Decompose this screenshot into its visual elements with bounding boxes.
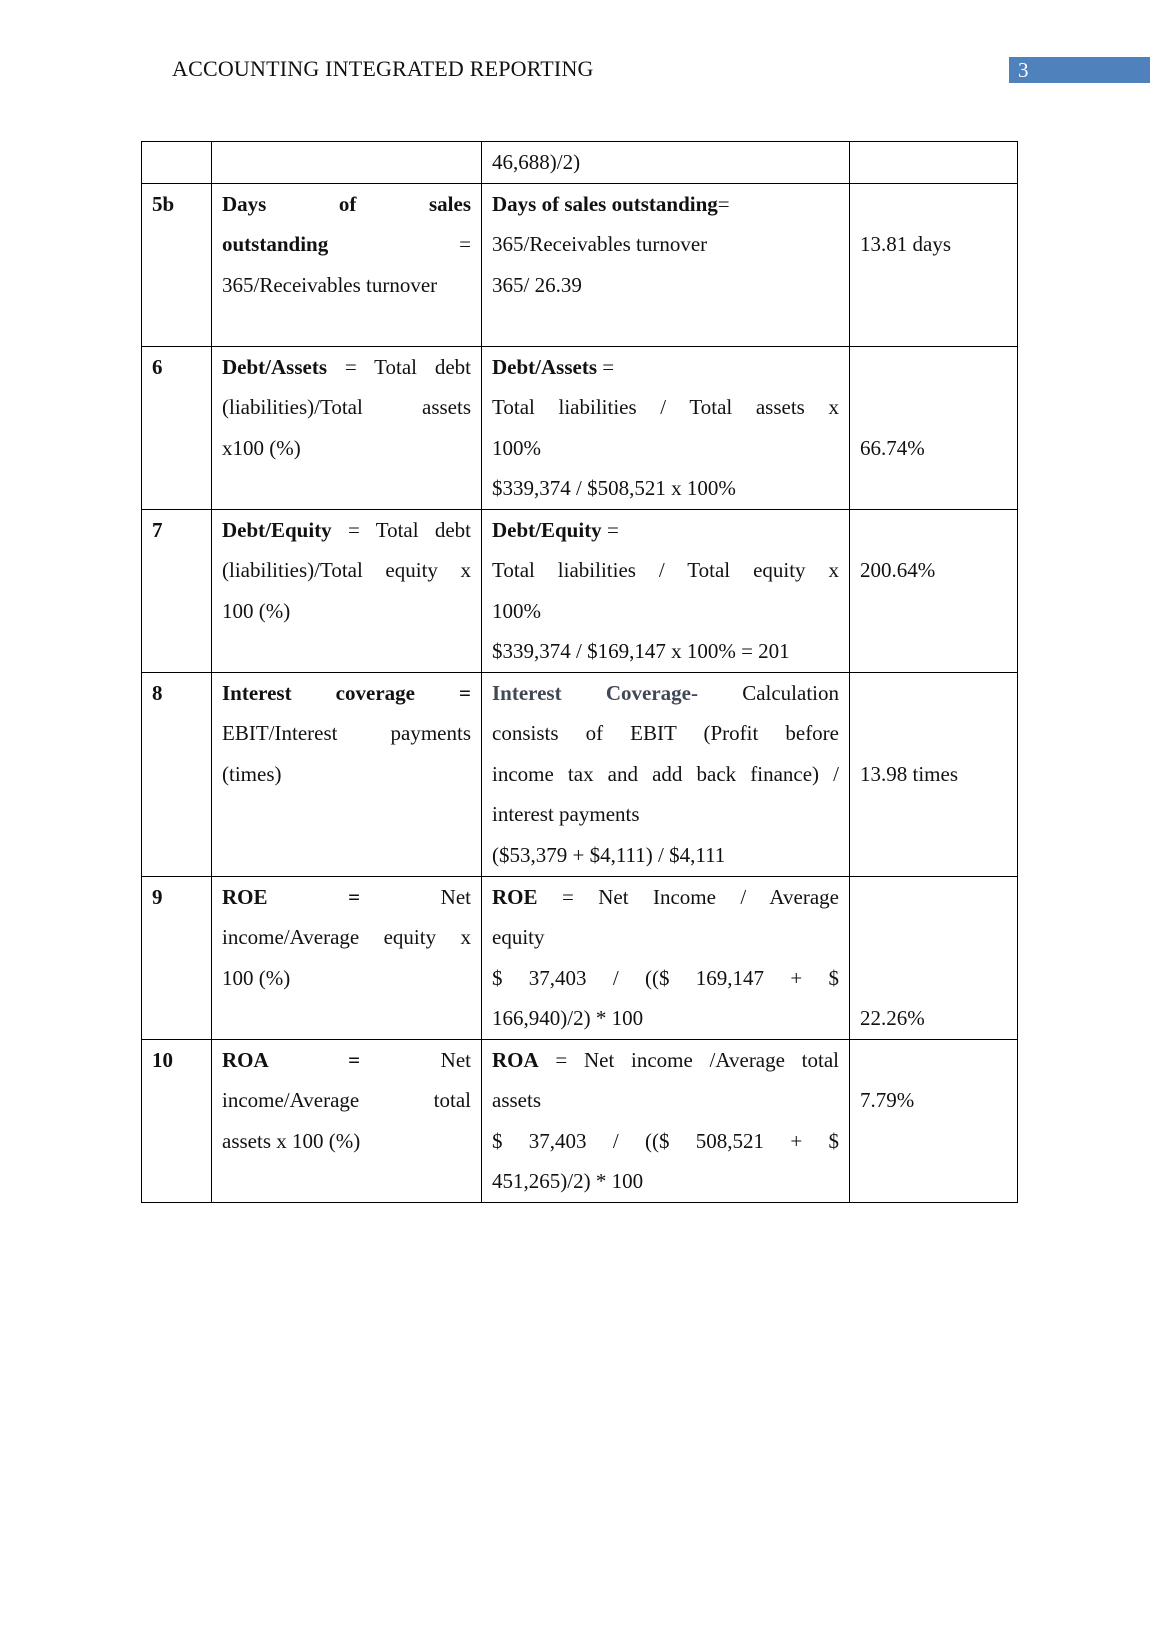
calc-text: = xyxy=(606,517,619,542)
calc-bold: Debt/Equity xyxy=(492,517,602,542)
table-row xyxy=(142,346,1018,509)
ratio-result-cell xyxy=(850,509,1018,672)
ratio-result-cell xyxy=(850,183,1018,346)
ratio-definition-cell xyxy=(212,672,482,876)
calc-line: $339,374 / $169,147 x 100% = 201 xyxy=(492,639,790,663)
running-header-title: ACCOUNTING INTEGRATED REPORTING xyxy=(172,56,594,81)
ratio-calculation-cell xyxy=(482,876,850,1039)
ratio-result-cell xyxy=(850,346,1018,509)
calc-line: Total liabilities / Total equity x xyxy=(492,558,839,582)
def-line xyxy=(222,673,471,714)
table-row xyxy=(142,672,1018,876)
def-bold: Debt/Assets xyxy=(222,354,327,379)
def-line: 100 (%) xyxy=(222,598,291,623)
ratio-number-cell: 5b xyxy=(142,183,212,346)
calc-line: 451,265)/2) * 100 xyxy=(492,1169,644,1193)
def-line xyxy=(222,510,471,551)
ratio-definition-cell xyxy=(212,346,482,509)
calc-line xyxy=(492,1040,839,1081)
ratio-definition-cell xyxy=(212,183,482,346)
calc-text: = xyxy=(602,354,615,379)
ratio-result-cell xyxy=(850,672,1018,876)
def-bold: Debt/Equity xyxy=(222,517,332,542)
calc-line: consists of EBIT (Profit before xyxy=(492,721,839,745)
calc-line: $ 37,403 / (($ 508,521 + $ xyxy=(492,1128,839,1153)
ratio-result-cell xyxy=(850,142,1018,184)
ratio-number-cell: 8 xyxy=(142,672,212,876)
def-text: Net xyxy=(440,1047,471,1072)
calc-line xyxy=(492,347,839,388)
def-line: (times) xyxy=(222,761,282,786)
calc-line: 100% xyxy=(492,598,541,623)
calc-bold: ROA xyxy=(492,1047,539,1072)
ratio-result: 22.26% xyxy=(860,1006,925,1030)
calc-line xyxy=(492,877,839,918)
table-row xyxy=(142,1039,1018,1202)
def-bold: ROA = xyxy=(222,1047,361,1072)
def-line: EBIT/Interest payments xyxy=(222,721,471,745)
calc-line: assets xyxy=(492,1088,541,1112)
ratio-number-cell: 7 xyxy=(142,509,212,672)
ratio-result: 200.64% xyxy=(860,558,936,582)
ratio-number-cell: 9 xyxy=(142,876,212,1039)
ratio-number-cell xyxy=(142,142,212,184)
ratio-result: 13.81 days xyxy=(860,232,951,256)
def-line: income/Average equity x xyxy=(222,925,471,949)
ratio-calculation-cell xyxy=(482,1039,850,1202)
ratio-result: 66.74% xyxy=(860,435,925,460)
calc-line: Total liabilities / Total assets x xyxy=(492,395,839,419)
calc-line: income tax and add back finance) / xyxy=(492,761,839,786)
calc-line: $339,374 / $508,521 x 100% xyxy=(492,476,736,500)
table-row xyxy=(142,509,1018,672)
ratio-number-cell: 6 xyxy=(142,346,212,509)
def-line: 365/Receivables turnover xyxy=(222,272,438,297)
def-text: = xyxy=(459,232,471,256)
ratio-definition-cell xyxy=(212,142,482,184)
ratio-calculation-cell xyxy=(482,183,850,346)
ratio-table xyxy=(141,141,1018,1203)
def-line: (liabilities)/Total assets xyxy=(222,395,471,419)
def-bold: ROE = xyxy=(222,884,361,909)
ratio-number-cell: 10 xyxy=(142,1039,212,1202)
def-line: income/Average total xyxy=(222,1088,471,1112)
def-line xyxy=(222,184,471,225)
def-text: Net xyxy=(440,884,471,909)
def-line xyxy=(222,877,471,918)
def-line xyxy=(222,1040,471,1081)
def-text: = Total debt xyxy=(344,354,471,379)
calc-line: equity xyxy=(492,925,545,949)
calc-bold: Debt/Assets xyxy=(492,354,597,379)
page-number: 3 xyxy=(1009,57,1150,83)
calc-line: 365/ 26.39 xyxy=(492,272,582,297)
ratio-definition-cell xyxy=(212,1039,482,1202)
ratio-result: 13.98 times xyxy=(860,761,958,786)
calc-line xyxy=(492,673,839,714)
calc-line: 166,940)/2) * 100 xyxy=(492,1006,644,1030)
calc-line: interest payments xyxy=(492,802,640,826)
calc-line: $ 37,403 / (($ 169,147 + $ xyxy=(492,965,839,990)
calc-line: 365/Receivables turnover xyxy=(492,232,708,256)
calc-line xyxy=(492,510,839,551)
def-line xyxy=(222,347,471,388)
def-line: assets x 100 (%) xyxy=(222,1128,361,1153)
ratio-result: 7.79% xyxy=(860,1088,915,1112)
ratio-result-cell xyxy=(850,876,1018,1039)
def-bold: Days of sales xyxy=(222,191,471,216)
table-row xyxy=(142,876,1018,1039)
calc-text: Calculation xyxy=(742,680,839,705)
ratio-definition-cell xyxy=(212,509,482,672)
ratio-calculation-cell xyxy=(482,509,850,672)
table-row xyxy=(142,142,1018,184)
def-line: 100 (%) xyxy=(222,965,291,990)
calc-line xyxy=(492,184,839,225)
calc-bold: Days of sales outstanding xyxy=(492,191,718,216)
def-line xyxy=(222,224,471,265)
def-text: = Total debt xyxy=(347,517,471,542)
def-bold: outstanding xyxy=(222,232,329,256)
ratio-calculation-cell xyxy=(482,672,850,876)
calc-line: 46,688)/2) xyxy=(492,150,581,174)
ratio-result-cell xyxy=(850,1039,1018,1202)
table-row xyxy=(142,183,1018,346)
def-line: x100 (%) xyxy=(222,435,301,460)
calc-bold: Interest Coverage- xyxy=(492,680,698,705)
ratio-calculation-cell xyxy=(482,142,850,184)
def-bold: Interest coverage = xyxy=(222,680,471,705)
calc-text: = Net income /Average total xyxy=(555,1047,840,1072)
def-line: (liabilities)/Total equity x xyxy=(222,558,471,582)
calc-text: = Net Income / Average xyxy=(561,884,839,909)
calc-line: ($53,379 + $4,111) / $4,111 xyxy=(492,842,726,867)
calc-line: 100% xyxy=(492,435,541,460)
ratio-calculation-cell xyxy=(482,346,850,509)
calc-text: = xyxy=(717,191,730,216)
calc-bold: ROE xyxy=(492,884,538,909)
ratio-definition-cell xyxy=(212,876,482,1039)
